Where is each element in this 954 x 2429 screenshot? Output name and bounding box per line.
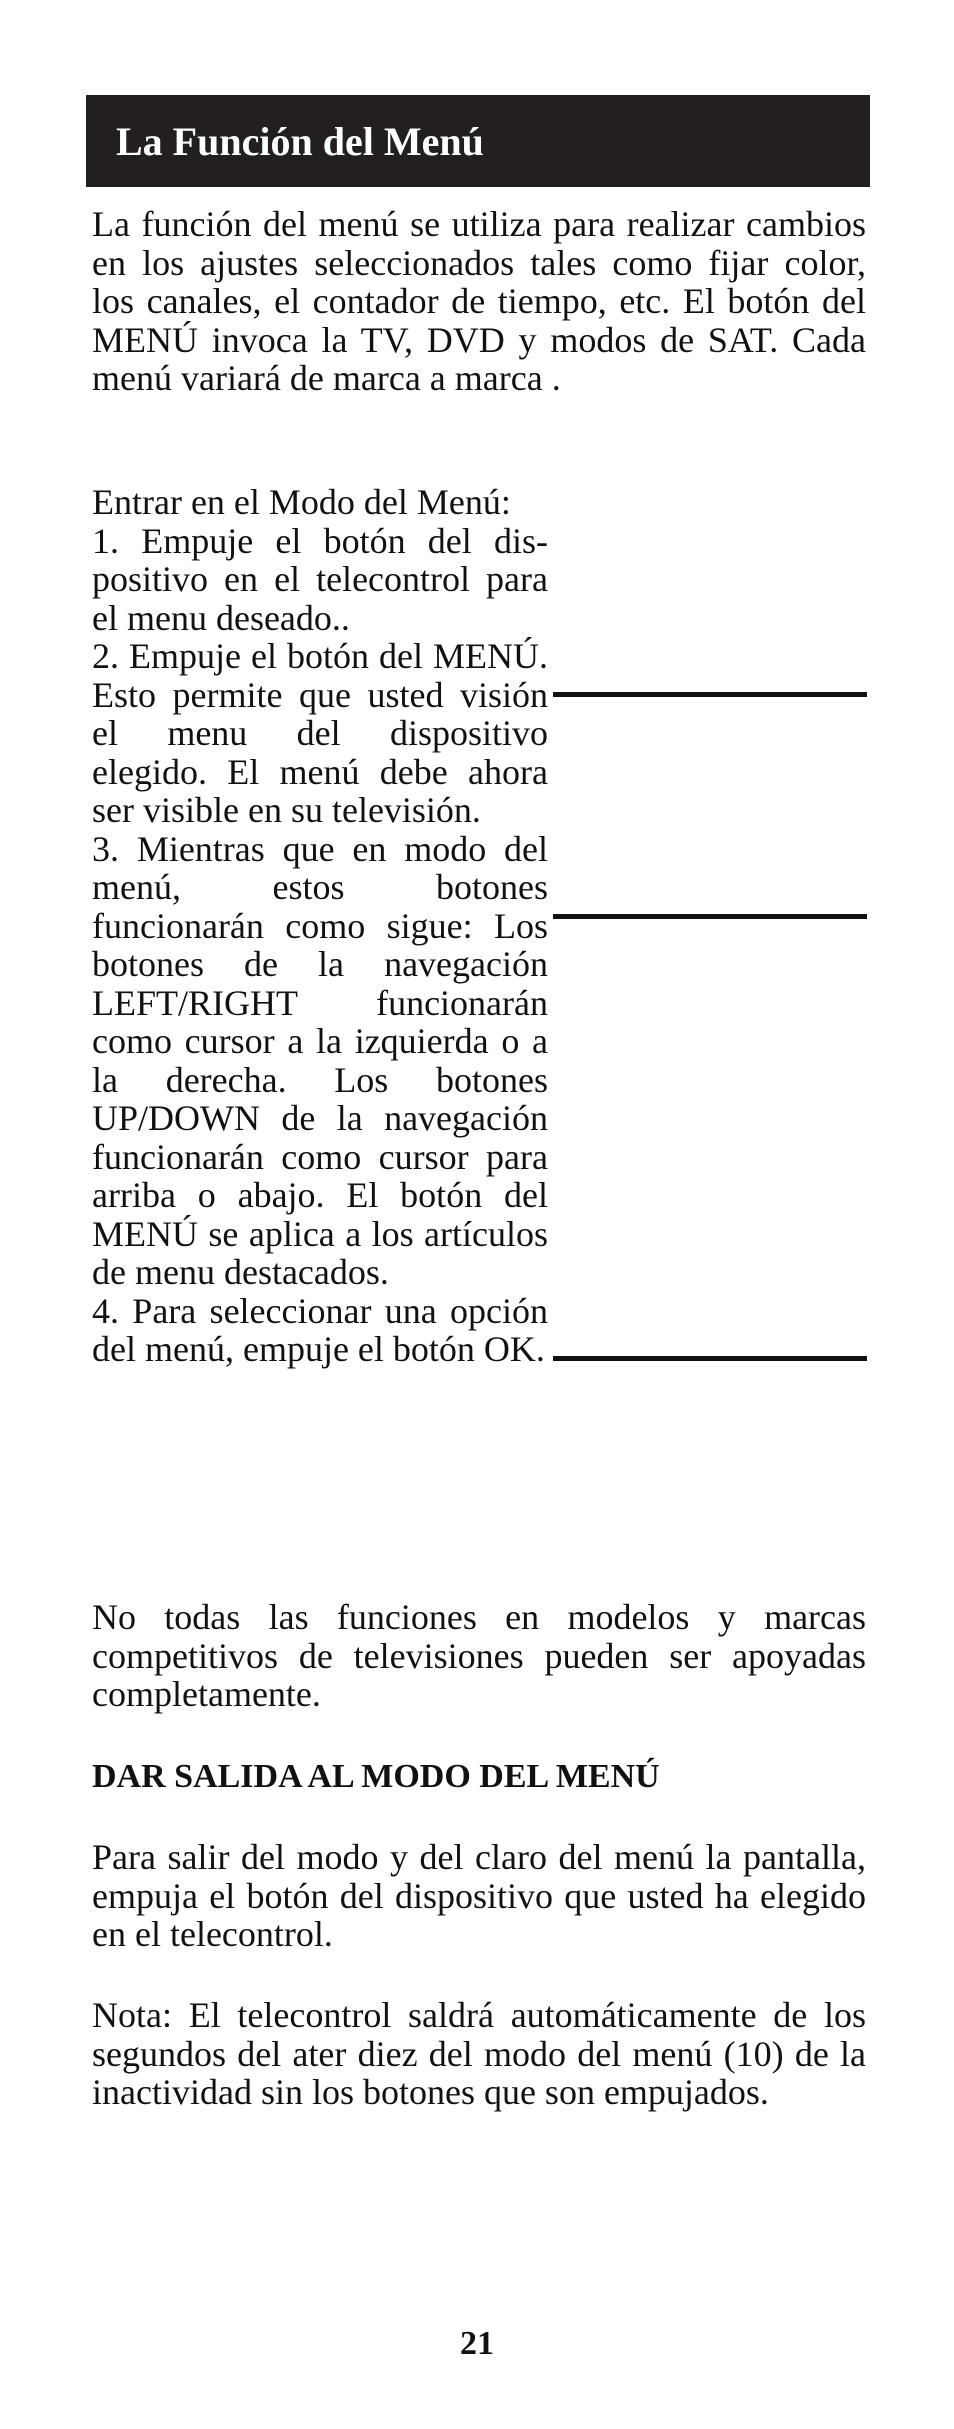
step-2: 2. Empuje el botón del MENÚ. Esto permite que usted visión el menu del dispositivo elegido. El menú debe ahora ser visible en su televisión. [92,636,548,830]
callout-line-2 [553,914,867,919]
step-4: 4. Para seleccionar una opción del menú, empuje el botón OK. [92,1290,548,1369]
intro-paragraph: La función del menú se utiliza para realizar cambios en los ajustes seleccionados tales como fijar color, los canales, el contador de tiempo, etc. El botón del MENÚ invoca la TV, DVD y modos de SAT. Cada menú variará de marca a marca . [92,204,866,398]
exit-paragraph: Para salir del modo y del claro del menú la pantalla, empuja el botón del dispositivo que usted ha elegido en el telecontrol. [92,1837,866,1954]
page-number: 21 [460,2325,494,2362]
enter-menu-heading: Entrar en el Modo del Menú: [92,482,511,522]
step-3: 3. Mientras que en modo del menú, estos botones funcionarán como sigue: Los botones de la navegación LEFT/RIGHT funcionarán como cursor a la izquierda o a la derecha. Los botones UP/DOWN de la navegación funcionarán como cursor para arriba o abajo. El botón del MENÚ se aplica a los artículos de menu destacados. [92,828,548,1292]
exit-heading: DAR SALIDA AL MODO DEL MENÚ [92,1758,660,1795]
section-header [86,95,870,187]
nota-paragraph: Nota: El telecontrol saldrá automáticamente de los segundos del ater diez del modo del menú (10) de la inactividad sin los botones que son empujados. [92,1995,866,2112]
callout-line-1 [553,692,867,697]
step-1: 1. Empuje el botón del dispositivo en el telecontrol para el menu deseado.. [92,520,548,638]
enter-menu-steps [92,483,548,1369]
callout-line-3 [553,1356,867,1361]
support-note: No todas las funciones en modelos y marcas competitivos de televisiones pueden ser apoyadas completamente. [92,1597,866,1714]
section-title: La Función del Menú [116,118,484,164]
